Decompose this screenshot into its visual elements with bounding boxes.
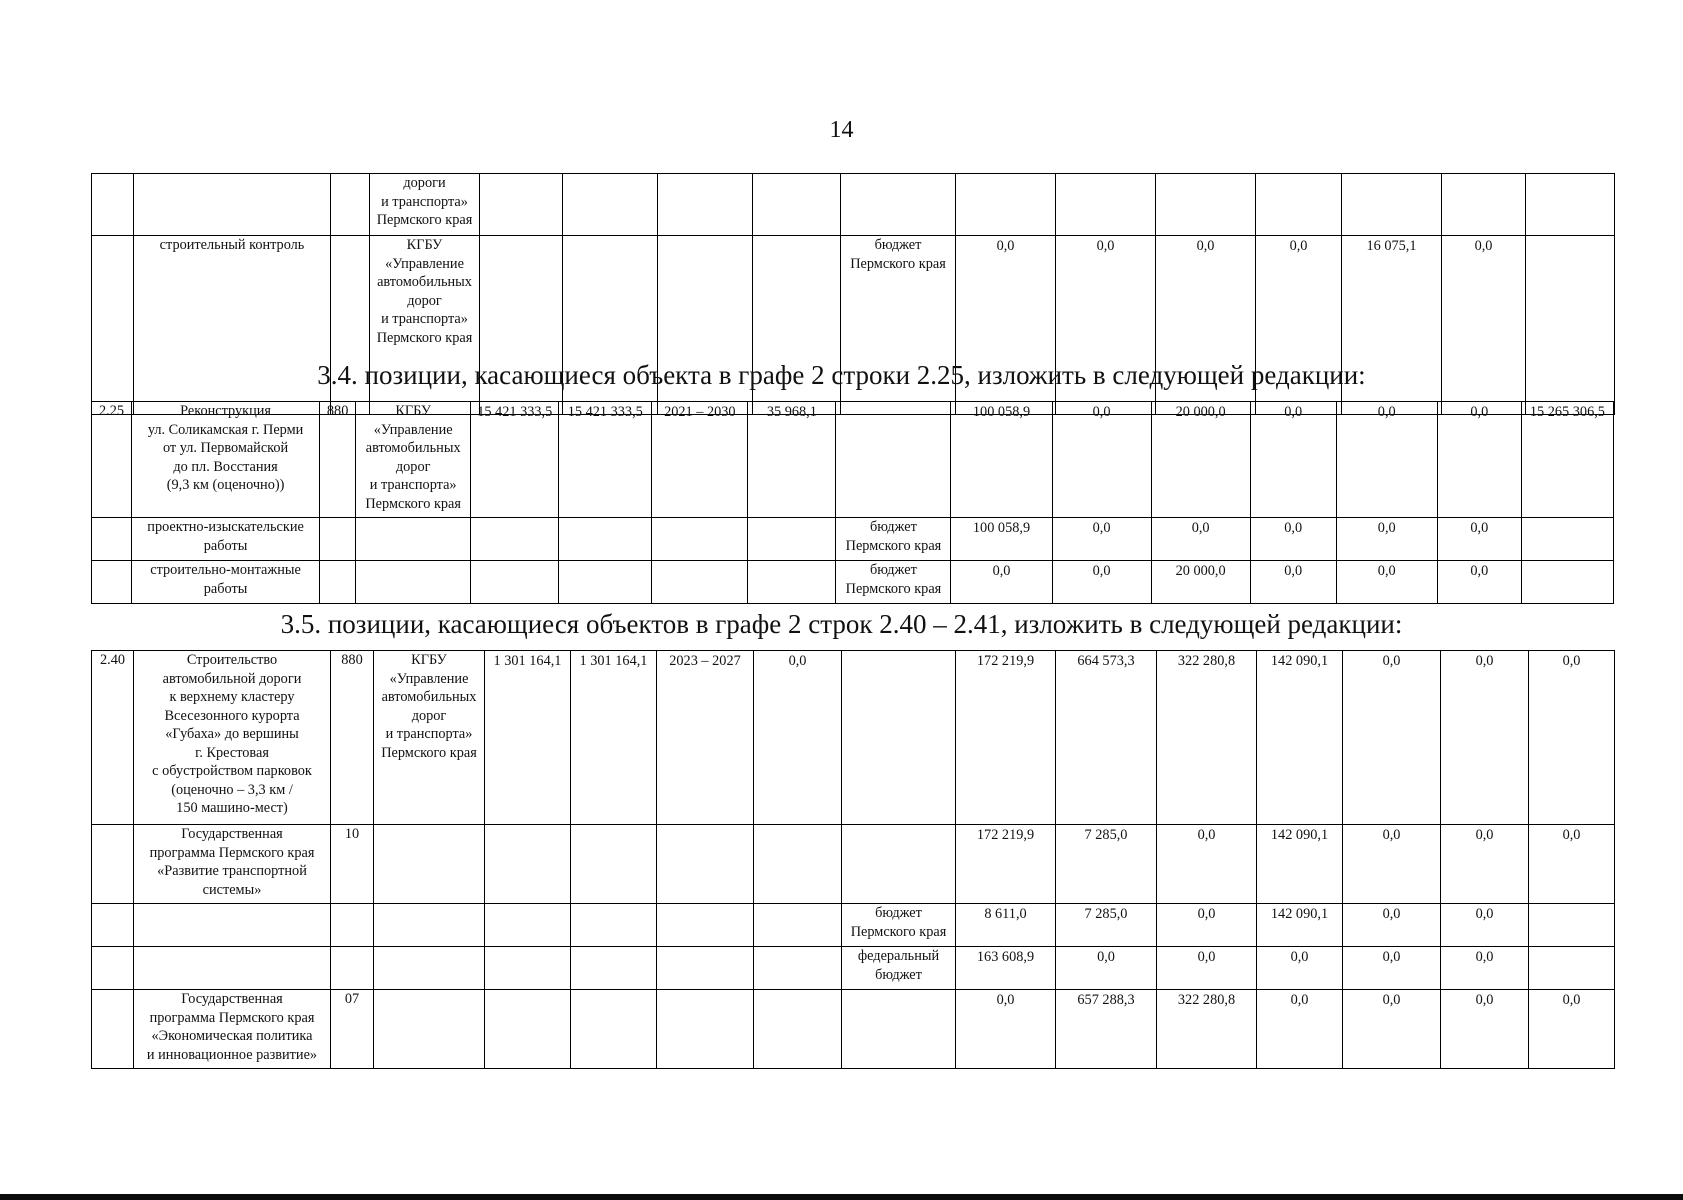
table-cell [92, 561, 132, 604]
table-cell [571, 947, 657, 990]
table-cell [134, 947, 331, 990]
table-cell: 0,0 [1437, 402, 1521, 518]
table-cell [571, 990, 657, 1069]
table-cell [754, 990, 842, 1069]
table-cell: бюджет Пермского края [836, 561, 951, 604]
table-cell [374, 990, 485, 1069]
table-cell: 0,0 [1336, 561, 1437, 604]
table-cell: 142 090,1 [1257, 904, 1343, 947]
table-cell [559, 518, 652, 561]
table-cell [320, 518, 356, 561]
table-cell: 0,0 [1529, 825, 1615, 904]
table-cell: Строительство автомобильной дороги к верхнему кластеру Всесезонного курорта «Губаха» до вершины г. Крестовая с обустройством парковок (оценочно – 3,3 км / 150 машино-мест) [134, 651, 331, 825]
table-cell: 2023 – 2027 [657, 651, 754, 825]
table-row [92, 825, 1615, 904]
table-cell: 0,0 [1250, 402, 1336, 518]
table-cell [657, 947, 754, 990]
table-cell: 1 301 164,1 [571, 651, 657, 825]
table-cell: 0,0 [1257, 990, 1343, 1069]
table-cell: 0,0 [1437, 561, 1521, 604]
table-cell [753, 174, 841, 236]
table-row [92, 561, 1614, 604]
table-cell: 0,0 [1250, 561, 1336, 604]
table-cell: 2.40 [92, 651, 134, 825]
table-cell: 100 058,9 [951, 402, 1052, 518]
table-cell: 0,0 [1156, 236, 1256, 415]
table-cell: 15 421 333,5 [559, 402, 652, 518]
table-cell: 07 [331, 990, 374, 1069]
table-cell [485, 825, 571, 904]
table-cell: 880 [331, 651, 374, 825]
table-cell [657, 825, 754, 904]
table-cell: 0,0 [1056, 947, 1157, 990]
table-cell: 1 301 164,1 [485, 651, 571, 825]
table-cell [657, 990, 754, 1069]
table-cell: 880 [320, 402, 356, 518]
table-cell: 20 000,0 [1151, 561, 1250, 604]
table-row [92, 904, 1615, 947]
table-cell [1156, 174, 1256, 236]
table-cell [754, 825, 842, 904]
table-cell: 657 288,3 [1056, 990, 1157, 1069]
table-cell [841, 174, 956, 236]
table-cell: 15 265 306,5 [1521, 402, 1613, 518]
table-cell [842, 990, 956, 1069]
table-cell: 35 968,1 [748, 402, 836, 518]
table-cell: 0,0 [951, 561, 1052, 604]
section-heading-3-4: 3.4. позиции, касающиеся объекта в графе 2 строки 2.25, изложить в следующей редакции: [317, 360, 1366, 390]
table-row [92, 990, 1615, 1069]
table-cell: 20 000,0 [1151, 402, 1250, 518]
table-cell [1526, 174, 1615, 236]
table-cell [1342, 174, 1442, 236]
table-cell: 0,0 [1052, 561, 1151, 604]
table-cell [471, 518, 559, 561]
table-cell: 7 285,0 [1056, 904, 1157, 947]
table-cell [836, 402, 951, 518]
table-cell: 0,0 [1052, 518, 1151, 561]
table-cell [748, 518, 836, 561]
table-cell [563, 174, 658, 236]
table-cell [374, 904, 485, 947]
table-cell: 0,0 [1257, 947, 1343, 990]
table-row [92, 174, 1615, 236]
table-cell: 0,0 [1343, 947, 1441, 990]
table-cell: 0,0 [1256, 236, 1342, 415]
table-cell [134, 904, 331, 947]
table-cell [1256, 174, 1342, 236]
table-cell: 0,0 [1441, 990, 1529, 1069]
table-cell: бюджет Пермского края [842, 904, 956, 947]
table-cell [356, 518, 471, 561]
table-cell [331, 904, 374, 947]
table-cell: 10 [331, 825, 374, 904]
table-cell: строительно-монтажные работы [132, 561, 320, 604]
table-cell: 0,0 [1336, 518, 1437, 561]
table-cell: 0,0 [1336, 402, 1437, 518]
page-number: 14 [829, 117, 854, 143]
table-cell: 322 280,8 [1157, 651, 1257, 825]
table-cell [92, 904, 134, 947]
table-cell [331, 947, 374, 990]
table-cell: 0,0 [1157, 947, 1257, 990]
table-cell: 0,0 [754, 651, 842, 825]
object-2-40-table [91, 650, 1615, 1069]
table-cell: КГБУ «Управление автомобильных дорог и транспорта» Пермского края [374, 651, 485, 825]
table-cell [92, 174, 134, 236]
table-cell: Реконструкция ул. Соликамская г. Перми от ул. Первомайской до пл. Восстания (9,3 км (оценочно)) [132, 402, 320, 518]
table-cell [480, 174, 563, 236]
table-cell: 142 090,1 [1257, 825, 1343, 904]
table-cell [652, 518, 748, 561]
table-cell [92, 825, 134, 904]
table-cell: бюджет Пермского края [841, 236, 956, 415]
table-cell: Государственная программа Пермского края «Экономическая политика и инновационное развитие» [134, 990, 331, 1069]
table-cell: 0,0 [1529, 990, 1615, 1069]
table-cell: 0,0 [1343, 651, 1441, 825]
table-cell [331, 174, 370, 236]
table-cell [652, 561, 748, 604]
table-cell [571, 825, 657, 904]
table-cell: 172 219,9 [956, 825, 1056, 904]
table-row [92, 651, 1615, 825]
table-cell: 0,0 [1157, 904, 1257, 947]
table-cell: 0,0 [1343, 825, 1441, 904]
table-cell: 2.25 [92, 402, 132, 518]
table-cell: 0,0 [1437, 518, 1521, 561]
table-cell: проектно-изыскательские работы [132, 518, 320, 561]
table-row [92, 518, 1614, 561]
table-cell: Государственная программа Пермского края «Развитие транспортной системы» [134, 825, 331, 904]
table-cell: 100 058,9 [951, 518, 1052, 561]
table-cell: 0,0 [1157, 825, 1257, 904]
table-cell: 0,0 [1441, 825, 1529, 904]
table-cell [320, 561, 356, 604]
table-cell [92, 947, 134, 990]
table-cell [571, 904, 657, 947]
table-cell: 0,0 [1250, 518, 1336, 561]
table-cell: строительный контроль [134, 236, 331, 415]
table-cell: КГБУ «Управление автомобильных дорог и транспорта» Пермского края [356, 402, 471, 518]
table-cell [1521, 561, 1613, 604]
table-cell: 0,0 [1441, 904, 1529, 947]
table-cell [485, 990, 571, 1069]
table-cell [754, 947, 842, 990]
table-cell: 0,0 [1442, 236, 1526, 415]
table-cell [356, 561, 471, 604]
table-cell [485, 904, 571, 947]
object-2-25-table [91, 401, 1614, 604]
table-cell [374, 825, 485, 904]
table-cell: 0,0 [1056, 236, 1156, 415]
table-cell [1442, 174, 1526, 236]
table-cell [842, 651, 956, 825]
table-cell: 142 090,1 [1257, 651, 1343, 825]
table-cell [956, 174, 1056, 236]
table-cell [1529, 947, 1615, 990]
table-cell [485, 947, 571, 990]
scan-bottom-edge [0, 1194, 1683, 1200]
table-cell: 2021 – 2030 [652, 402, 748, 518]
table-cell: 163 608,9 [956, 947, 1056, 990]
section-heading-3-5: 3.5. позиции, касающиеся объектов в графе 2 строк 2.40 – 2.41, изложить в следующей редакции: [280, 609, 1403, 639]
table-cell: федеральный бюджет [842, 947, 956, 990]
table-cell [1056, 174, 1156, 236]
table-cell: 0,0 [1343, 904, 1441, 947]
table-cell [559, 561, 652, 604]
table-cell [658, 174, 753, 236]
table-cell: 7 285,0 [1056, 825, 1157, 904]
table-cell: 0,0 [956, 236, 1056, 415]
table-cell [748, 561, 836, 604]
table-cell: 664 573,3 [1056, 651, 1157, 825]
table-cell [754, 904, 842, 947]
table-cell [471, 561, 559, 604]
table-cell: 0,0 [956, 990, 1056, 1069]
table-cell [1521, 518, 1613, 561]
table-cell [842, 825, 956, 904]
table-cell [657, 904, 754, 947]
table-cell: 0,0 [1052, 402, 1151, 518]
table-cell: 16 075,1 [1342, 236, 1442, 415]
table-cell: КГБУ «Управление автомобильных дорог и транспорта» Пермского края [370, 236, 480, 415]
table-cell: 0,0 [1151, 518, 1250, 561]
table-cell [1529, 904, 1615, 947]
table-cell [92, 990, 134, 1069]
table-cell: 172 219,9 [956, 651, 1056, 825]
table-cell: бюджет Пермского края [836, 518, 951, 561]
table-cell: 0,0 [1441, 651, 1529, 825]
table-cell: дороги и транспорта» Пермского края [370, 174, 480, 236]
table-cell: 8 611,0 [956, 904, 1056, 947]
table-cell [134, 174, 331, 236]
table-cell [374, 947, 485, 990]
table-cell: 0,0 [1343, 990, 1441, 1069]
table-cell: 322 280,8 [1157, 990, 1257, 1069]
table-cell: 15 421 333,5 [471, 402, 559, 518]
table-cell: 0,0 [1529, 651, 1615, 825]
table-row [92, 402, 1614, 518]
table-cell: 0,0 [1441, 947, 1529, 990]
table-cell [92, 518, 132, 561]
table-row [92, 947, 1615, 990]
